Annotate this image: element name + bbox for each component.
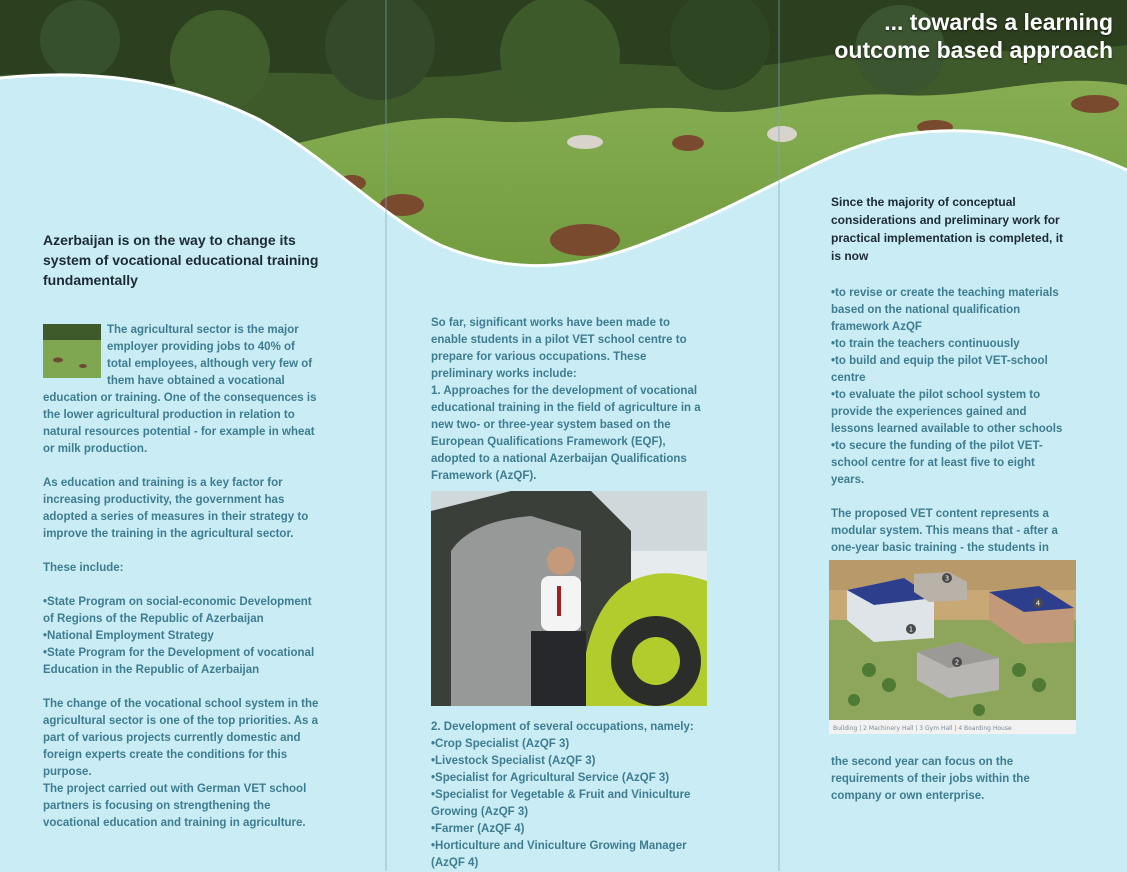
right-column-bottom — [831, 754, 1071, 805]
left-paragraph-3: These include: — [43, 562, 124, 574]
right-bullet-item: • to build and equip the pilot VET-school centre — [831, 353, 1071, 387]
right-heading: Since the majority of conceptual considerations and preliminary work for practical implementation is completed, it is now — [831, 195, 1064, 263]
field-thumbnail-image — [43, 324, 101, 378]
middle-column-bottom — [431, 719, 707, 872]
left-bullet-item: • State Program on social-economic Development of Regions of the Republic of Azerbaijan — [43, 594, 321, 628]
tractor-cab-photo — [431, 491, 707, 706]
right-bullet-list — [831, 285, 1071, 489]
right-bullet-item: • to train the teachers continuously — [831, 336, 1071, 353]
banner-title-line-2: outcome based approach — [834, 37, 1113, 63]
school-campus-rendering — [829, 560, 1076, 734]
fold-line-2 — [778, 0, 780, 871]
left-bullet-item: • State Program for the Development of vocational Education in the Republic of Azerbaijan — [43, 645, 321, 679]
right-column-top — [831, 193, 1071, 557]
right-bullet-item: • to evaluate the pilot school system to provide the experiences gained and lessons learned available to other schools — [831, 387, 1071, 438]
middle-item-2: 2. Development of several occupations, namely: — [431, 721, 694, 733]
left-paragraph-4: The change of the vocational school system in the agricultural sector is one of the top priorities. As a part of various projects currently domestic and foreign experts create the conditions for this purpose. — [43, 698, 319, 778]
occupation-item: • Crop Specialist (AzQF 3) — [431, 736, 707, 753]
fold-line-1 — [385, 0, 387, 871]
campus-caption: Building | 2 Machinery Hall | 3 Gym Hall | 4 Boarding House — [833, 725, 1012, 732]
banner-headline — [834, 8, 1113, 64]
building-marker-3: 3 — [944, 574, 950, 583]
right-paragraph-2: the second year can focus on the requirements of their jobs within the company or own enterprise. — [831, 756, 1030, 802]
occupation-list — [431, 736, 707, 872]
right-bullet-item: • to secure the funding of the pilot VET-school centre for at least five to eight years. — [831, 438, 1071, 489]
left-paragraph-2: As education and training is a key factor for increasing productivity, the government has adopted a series of measures in their strategy to improve the training in the agricultural sector. — [43, 477, 309, 540]
middle-column-top — [431, 315, 707, 485]
left-heading: Azerbaijan is on the way to change its system of vocational educational training fundamentally — [43, 232, 319, 288]
left-column — [43, 230, 321, 832]
occupation-item: • Specialist for Vegetable & Fruit and Viniculture Growing (AzQF 3) — [431, 787, 707, 821]
middle-item-1: 1. Approaches for the development of vocational educational training in the field of agriculture in a new two- or three-year system based on the European Qualifications Framework (EQF), adopted to a national Azerbaijan Qualifications Framework (AzQF). — [431, 385, 701, 482]
right-paragraph-1: The proposed VET content represents a modular system. This means that - after a one-year basic training - the students in — [831, 508, 1058, 554]
left-paragraph-1: The agricultural sector is the major employer providing jobs to 40% of total employees, although very few of them have obtained a vocational education or training. One of the consequences is the lower agricultural production in relation to natural resources potential - for example in wheat or milk production. — [43, 324, 317, 455]
occupation-item: • Livestock Specialist (AzQF 3) — [431, 753, 707, 770]
middle-intro: So far, significant works have been made to enable students in a pilot VET school centre to prepare for various occupations. These preliminary works include: — [431, 317, 687, 380]
building-marker-4: 4 — [1035, 599, 1041, 608]
right-bullet-item: • to revise or create the teaching materials based on the national qualification framework AzQF — [831, 285, 1071, 336]
left-bullet-list — [43, 594, 321, 679]
building-marker-1: 1 — [908, 625, 914, 634]
left-bullet-item: • National Employment Strategy — [43, 628, 321, 645]
building-marker-2: 2 — [954, 658, 960, 667]
occupation-item: • Specialist for Agricultural Service (AzQF 3) — [431, 770, 707, 787]
banner-title-line-1: ... towards a learning — [884, 9, 1113, 35]
occupation-item: • Horticulture and Viniculture Growing Manager (AzQF 4) — [431, 838, 707, 872]
occupation-item: • Farmer (AzQF 4) — [431, 821, 707, 838]
left-paragraph-5: The project carried out with German VET school partners is focusing on strengthening the vocational education and training in agriculture. — [43, 783, 307, 829]
